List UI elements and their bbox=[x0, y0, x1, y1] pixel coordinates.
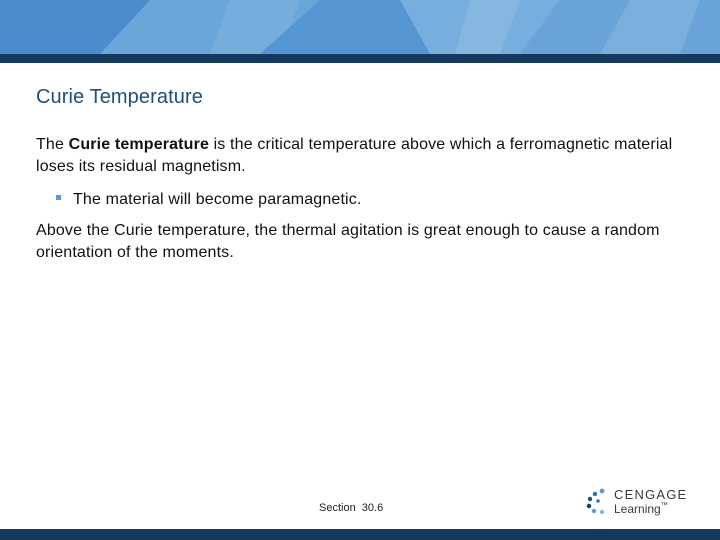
paragraph-text-end: is the critical temperature above which a ferromagnetic material loses its residual magnetism. bbox=[36, 136, 673, 175]
slide-title: Curie Temperature bbox=[36, 86, 203, 108]
logo-subtitle-text: Learning bbox=[614, 502, 661, 516]
logo-wordmark: CENGAGE bbox=[614, 487, 688, 502]
header-rule bbox=[0, 54, 720, 63]
logo-subtitle bbox=[614, 502, 668, 516]
footer-section-label: Section 30.6 bbox=[319, 502, 384, 514]
bullet-item bbox=[56, 189, 676, 211]
footer-bar bbox=[0, 529, 720, 540]
trademark-symbol: ™ bbox=[660, 502, 668, 509]
cengage-logo bbox=[584, 485, 694, 519]
paragraph-thermal-agitation: Above the Curie temperature, the thermal agitation is great enough to cause a random orientation of the moments. bbox=[36, 222, 660, 261]
square-bullet-icon bbox=[56, 195, 61, 200]
banner-pattern bbox=[0, 0, 720, 54]
top-banner bbox=[0, 0, 720, 54]
bullet-text: The material will become paramagnetic. bbox=[73, 191, 362, 208]
paragraph-text-start: The bbox=[36, 136, 69, 153]
paragraph-curie-definition bbox=[36, 134, 686, 178]
cengage-logo-mark-icon bbox=[584, 487, 610, 515]
term-curie-temperature: Curie temperature bbox=[68, 136, 209, 153]
